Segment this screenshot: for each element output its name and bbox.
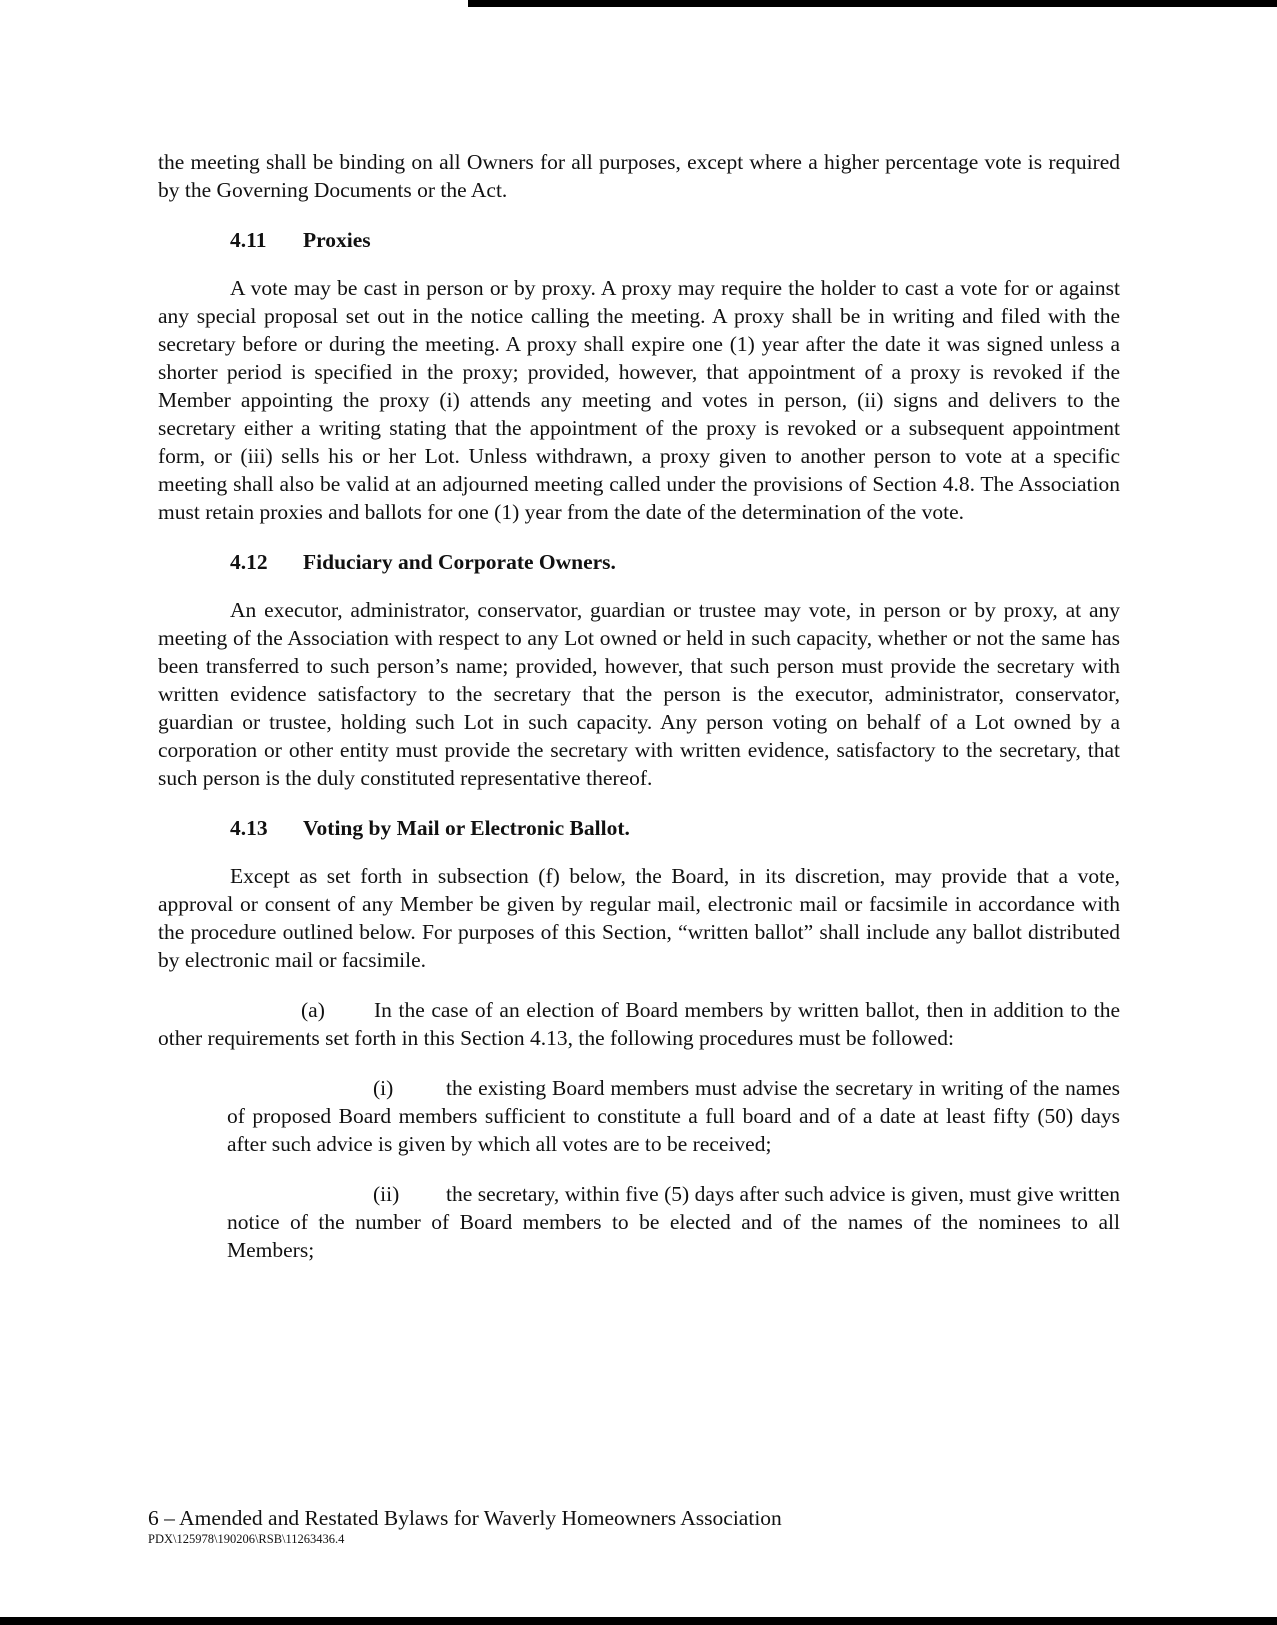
item-label: (i) — [373, 1076, 394, 1100]
document-page — [158, 148, 1120, 1264]
scan-border-bottom — [0, 1617, 1277, 1625]
item-text: the secretary, within five (5) days after such advice is given, must give written notice of the number of Board members to be elected and of the names of the nominees to all Members; — [227, 1182, 1120, 1262]
section-4-13-paragraph: Except as set forth in subsection (f) below, the Board, in its discretion, may provide that a vote, approval or consent of any Member be given by regular mail, electronic mail or facsimile in accordance with the procedure outlined below. For purposes of this Section, “written ballot” shall include any ballot distributed by electronic mail or facsimile. — [158, 864, 1120, 972]
item-i — [227, 1074, 1120, 1158]
intro-paragraph: the meeting shall be binding on all Owners for all purposes, except where a higher percentage vote is required by the Governing Documents or the Act. — [158, 150, 1120, 202]
section-title: Proxies — [303, 228, 371, 252]
subsection-text: In the case of an election of Board members by written ballot, then in addition to the other requirements set forth in this Section 4.13, the following procedures must be followed: — [158, 998, 1120, 1050]
section-4-12-paragraph: An executor, administrator, conservator, guardian or trustee may vote, in person or by proxy, at any meeting of the Association with respect to any Lot owned or held in such capacity, whether or not the same has been transferred to such person’s name; provided, however, that such person must provide the secretary with written evidence satisfactory to the secretary that the person is the executor, administrator, conservator, guardian or trustee, holding such Lot in such capacity. Any person voting on behalf of a Lot owned by a corporation or other entity must provide the secretary with written evidence, satisfactory to the secretary, that such person is the duly constituted representative thereof. — [158, 598, 1120, 790]
section-number: 4.11 — [230, 228, 267, 252]
item-text: the existing Board members must advise the secretary in writing of the names of proposed Board members sufficient to constitute a full board and of a date at least fifty (50) days after such advice is given by which all votes are to be received; — [227, 1076, 1120, 1156]
page-footer — [148, 1505, 782, 1547]
section-heading-4-12 — [158, 548, 1120, 576]
subsection-a — [158, 996, 1120, 1052]
scan-border-top — [468, 0, 1277, 7]
section-number: 4.13 — [230, 816, 268, 840]
footer-title: 6 – Amended and Restated Bylaws for Waverly Homeowners Association — [148, 1506, 782, 1530]
item-label: (ii) — [373, 1182, 400, 1206]
section-title: Voting by Mail or Electronic Ballot. — [303, 816, 630, 840]
subsection-label: (a) — [301, 998, 325, 1022]
section-4-11-paragraph: A vote may be cast in person or by proxy. A proxy may require the holder to cast a vote for or against any special proposal set out in the notice calling the meeting. A proxy shall be in writing and filed with the secretary before or during the meeting. A proxy shall expire one (1) year after the date it was signed unless a shorter period is specified in the proxy; provided, however, that appointment of a proxy is revoked if the Member appointing the proxy (i) attends any meeting and votes in person, (ii) signs and delivers to the secretary either a writing stating that the appointment of the proxy is revoked or a subsequent appointment form, or (iii) sells his or her Lot. Unless withdrawn, a proxy given to another person to vote at a specific meeting shall also be valid at an adjourned meeting called under the provisions of Section 4.8. The Association must retain proxies and ballots for one (1) year from the date of the determination of the vote. — [158, 276, 1120, 524]
section-number: 4.12 — [230, 550, 268, 574]
section-heading-4-11 — [158, 226, 1120, 254]
section-title: Fiduciary and Corporate Owners. — [303, 550, 616, 574]
item-ii — [227, 1180, 1120, 1264]
section-heading-4-13 — [158, 814, 1120, 842]
footer-document-code: PDX\125978\190206\RSB\11263436.4 — [148, 1532, 345, 1546]
